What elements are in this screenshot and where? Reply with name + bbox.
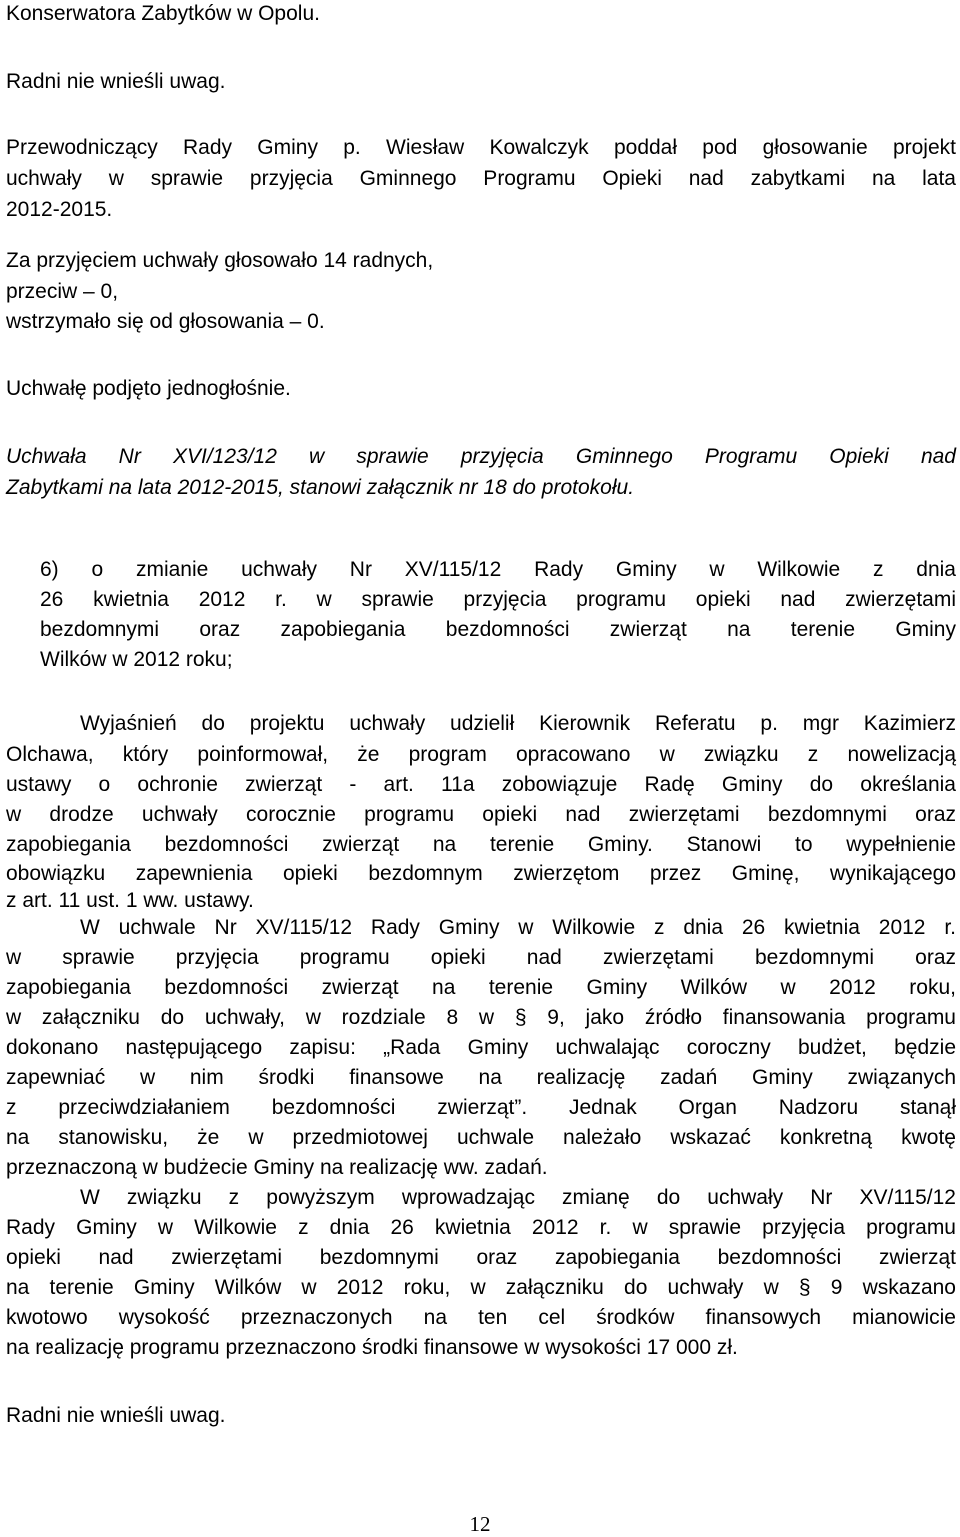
vote-result-line: przeciw – 0,: [6, 280, 119, 303]
text-line: Przewodniczący Rady Gminy p. Wiesław Kowalczyk poddał pod głosowanie projekt: [6, 136, 956, 159]
text-line: Radni nie wnieśli uwag.: [6, 1404, 226, 1427]
text-line: w sprawie przyjęcia programu opieki nad zwierzętami bezdomnymi oraz: [6, 946, 956, 969]
text-line: w załączniku do uchwały, w rozdziale 8 w § 9, jako źródło finansowania programu: [6, 1006, 956, 1029]
text-line: obowiązku zapewnienia opieki bezdomnym zwierzętom przez Gminę, wynikającego: [6, 862, 956, 885]
text-line: Rady Gminy w Wilkowie z dnia 26 kwietnia 2012 r. w sprawie przyjęcia programu: [6, 1216, 956, 1239]
page-number: 12: [469, 1512, 491, 1536]
agenda-item-line: 6) o zmianie uchwały Nr XV/115/12 Rady Gminy w Wilkowie z dnia: [40, 558, 956, 581]
vote-result-line: wstrzymało się od głosowania – 0.: [6, 310, 325, 333]
text-line: na stanowisku, że w przedmiotowej uchwale należało wskazać konkretną kwotę: [6, 1126, 956, 1149]
text-line: W związku z powyższym wprowadzając zmianę do uchwały Nr XV/115/12: [80, 1186, 956, 1209]
text-line: Olchawa, który poinformował, że program opracowano w związku z nowelizacją: [6, 743, 956, 766]
text-line: kwotowo wysokość przeznaczonych na ten cel środków finansowych mianowicie: [6, 1306, 956, 1329]
text-line: 2012-2015.: [6, 198, 113, 221]
resolution-line: Uchwała Nr XVI/123/12 w sprawie przyjęcia Gminnego Programu Opieki nad: [6, 445, 956, 468]
text-line: na terenie Gminy Wilków w 2012 roku, w załączniku do uchwały w § 9 wskazano: [6, 1276, 956, 1299]
text-line: uchwały w sprawie przyjęcia Gminnego Programu Opieki nad zabytkami na lata: [6, 167, 956, 190]
text-line: z przeciwdziałaniem bezdomności zwierząt”. Jednak Organ Nadzoru stanął: [6, 1096, 956, 1119]
text-line: w drodze uchwały corocznie programu opieki nad zwierzętami bezdomnymi oraz: [6, 803, 956, 826]
resolution-line: Zabytkami na lata 2012-2015, stanowi załącznik nr 18 do protokołu.: [6, 476, 635, 499]
agenda-item-line: 26 kwietnia 2012 r. w sprawie przyjęcia programu opieki nad zwierzętami: [40, 588, 956, 611]
text-line: Konserwatora Zabytków w Opolu.: [6, 2, 320, 25]
text-line: Wyjaśnień do projektu uchwały udzielił Kierownik Referatu p. mgr Kazimierz: [80, 712, 956, 735]
text-line: Radni nie wnieśli uwag.: [6, 70, 226, 93]
text-line: ustawy o ochronie zwierząt - art. 11a zobowiązuje Radę Gminy do określania: [6, 773, 956, 796]
text-line: dokonano następującego zapisu: „Rada Gminy uchwalając coroczny budżet, będzie: [6, 1036, 956, 1059]
agenda-item-line: Wilków w 2012 roku;: [40, 648, 233, 671]
text-line: W uchwale Nr XV/115/12 Rady Gminy w Wilkowie z dnia 26 kwietnia 2012 r.: [80, 916, 956, 939]
text-line: przeznaczoną w budżecie Gminy na realizację ww. zadań.: [6, 1156, 548, 1179]
text-line: zapobiegania bezdomności zwierząt na terenie Gminy. Stanowi to wypełnienie: [6, 833, 956, 856]
text-line: z art. 11 ust. 1 ww. ustawy.: [6, 889, 254, 912]
text-line: Uchwałę podjęto jednogłośnie.: [6, 377, 291, 400]
text-line: zapobiegania bezdomności zwierząt na terenie Gminy Wilków w 2012 roku,: [6, 976, 956, 999]
vote-result-line: Za przyjęciem uchwały głosowało 14 radnych,: [6, 249, 434, 272]
text-line: opieki nad zwierzętami bezdomnymi oraz zapobiegania bezdomności zwierząt: [6, 1246, 956, 1269]
text-line: zapewniać w nim środki finansowe na realizację zadań Gminy związanych: [6, 1066, 956, 1089]
agenda-item-line: bezdomnymi oraz zapobiegania bezdomności zwierząt na terenie Gminy: [40, 618, 956, 641]
text-line: na realizację programu przeznaczono środki finansowe w wysokości 17 000 zł.: [6, 1336, 738, 1359]
